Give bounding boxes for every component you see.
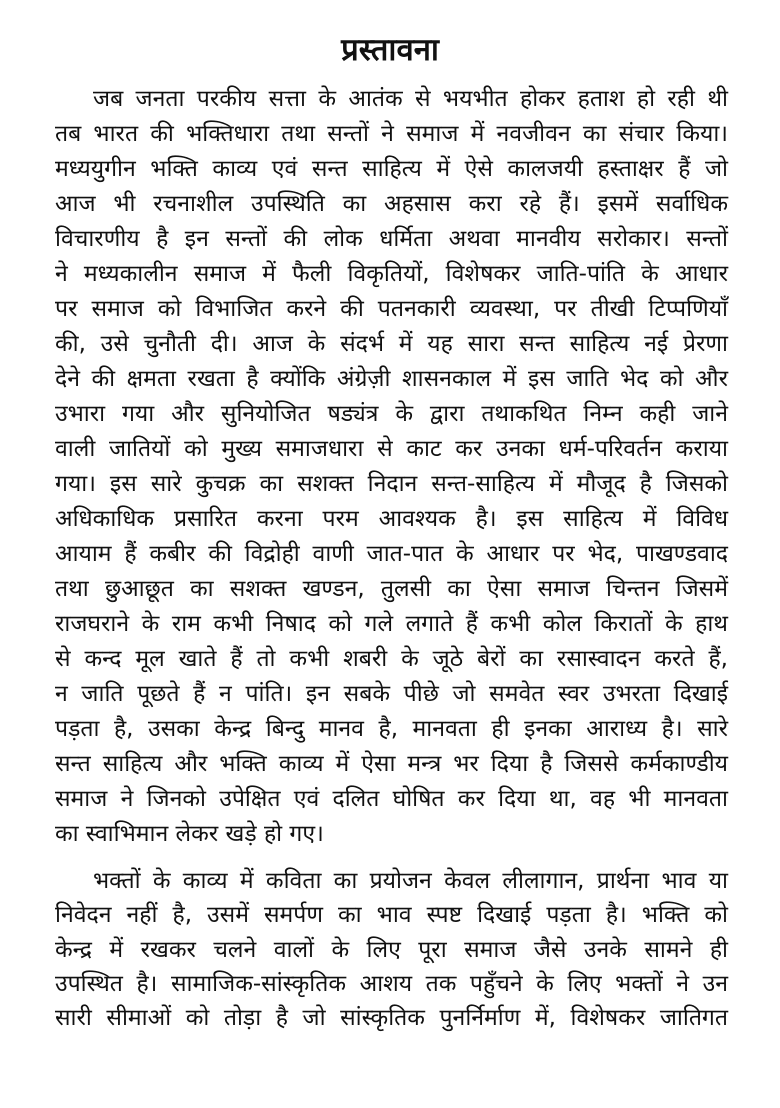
text-line: समाज ने जिनको उपेक्षित एवं दलित घोषित कर दिया था, वह भी मानवता xyxy=(55,786,728,812)
text-line: देने की क्षमता रखता है क्योंकि अंग्रेज़ी शासनकाल में इस जाति भेद को और xyxy=(55,366,728,392)
text-line: सारी सीमाओं को तोड़ा है जो सांस्कृतिक पुनर्निर्माण में, विशेषकर जातिगत xyxy=(55,1005,728,1032)
text-line: मध्ययुगीन भक्ति काव्य एवं सन्त साहित्य में ऐसे कालजयी हस्ताक्षर हैं जो xyxy=(55,156,728,182)
text-line: केन्द्र में रखकर चलने वालों के लिए पूरा समाज जैसे उनके सामने ही xyxy=(55,936,728,963)
document-body xyxy=(55,82,728,1035)
text-line: उपस्थित है। सामाजिक-सांस्कृतिक आशय तक पहुँचने के लिए भक्तों ने उन xyxy=(55,970,728,997)
text-line: राजघराने के राम कभी निषाद को गले लगाते हैं कभी कोल किरातों के हाथ xyxy=(55,611,728,637)
text-line: निवेदन नहीं है, उसमें समर्पण का भाव स्पष्ट दिखाई पड़ता है। भक्ति को xyxy=(55,902,728,929)
text-line: की, उसे चुनौती दी। आज के संदर्भ में यह सारा सन्त साहित्य नई प्रेरणा xyxy=(55,331,728,357)
text-line: विचारणीय है इन सन्तों की लोक धर्मिता अथवा मानवीय सरोकार। सन्तों xyxy=(55,226,728,252)
text-line: आयाम हैं कबीर की विद्रोही वाणी जात-पात के आधार पर भेद, पाखण्डवाद xyxy=(55,541,728,567)
text-line: जब जनता परकीय सत्ता के आतंक से भयभीत होकर हताश हो रही थी xyxy=(93,86,728,112)
text-line: से कन्द मूल खाते हैं तो कभी शबरी के जूठे बेरों का रसास्वादन करते हैं, xyxy=(55,646,728,672)
text-line: गया। इस सारे कुचक्र का सशक्त निदान सन्त-साहित्य में मौजूद है जिसको xyxy=(55,471,728,497)
text-line: वाली जातियों को मुख्य समाजधारा से काट कर उनका धर्म-परिवर्तन कराया xyxy=(55,436,728,462)
text-line: तब भारत की भक्तिधारा तथा सन्तों ने समाज में नवजीवन का संचार किया। xyxy=(55,121,728,147)
text-line: न जाति पूछते हैं न पांति। इन सबके पीछे जो समवेत स्वर उभरता दिखाई xyxy=(55,681,728,707)
text-line: पर समाज को विभाजित करने की पतनकारी व्यवस्था, पर तीखी टिप्पणियाँ xyxy=(55,296,728,322)
text-line: पड़ता है, उसका केन्द्र बिन्दु मानव है, मानवता ही इनका आराध्य है। सारे xyxy=(55,716,728,742)
paragraph xyxy=(55,82,728,852)
text-line: अधिकाधिक प्रसारित करना परम आवश्यक है। इस साहित्य में विविध xyxy=(55,506,728,532)
text-line: भक्तों के काव्य में कविता का प्रयोजन केवल लीलागान, प्रार्थना भाव या xyxy=(93,868,728,894)
text-line: सन्त साहित्य और भक्ति काव्य में ऐसा मन्त्र भर दिया है जिससे कर्मकाण्डीय xyxy=(55,751,728,777)
paragraph xyxy=(55,864,728,1035)
text-line: ने मध्यकालीन समाज में फैली विकृतियों, विशेषकर जाति-पांति के आधार xyxy=(55,261,728,287)
text-line: आज भी रचनाशील उपस्थिति का अहसास करा रहे हैं। इसमें सर्वाधिक xyxy=(55,191,728,217)
text-line: का स्वाभिमान लेकर खड़े हो गए। xyxy=(55,821,324,847)
text-line: उभारा गया और सुनियोजित षड्यंत्र के द्वारा तथाकथित निम्न कही जाने xyxy=(55,401,728,427)
page-title: प्रस्तावना xyxy=(341,32,439,68)
text-line: तथा छुआछूत का सशक्त खण्डन, तुलसी का ऐसा समाज चिन्तन जिसमें xyxy=(55,576,728,602)
